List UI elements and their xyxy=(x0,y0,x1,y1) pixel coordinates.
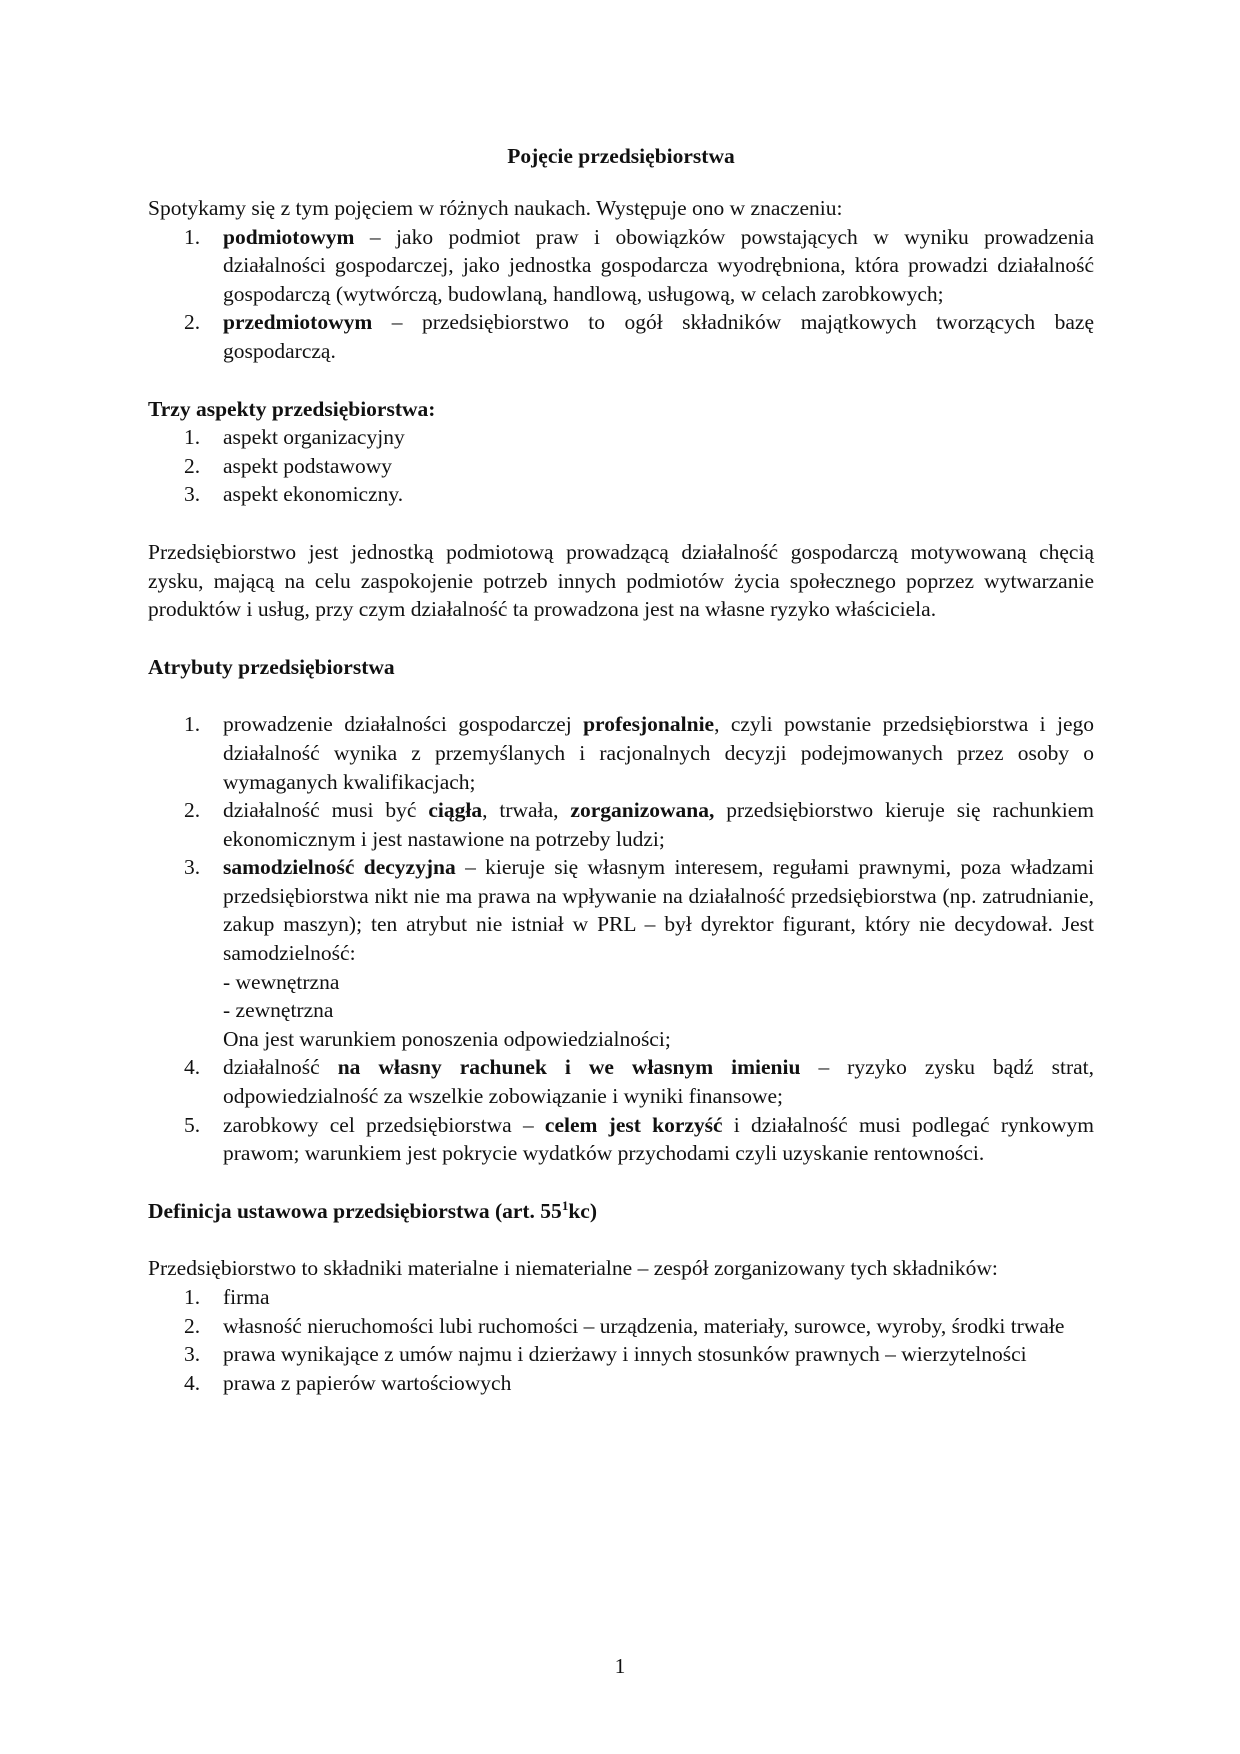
list-text: , czyli powstanie przedsiębiorstwa i jego działalność wynika z przemyślanych i racjonalnych decyzji podejmowanych przez osoby o wymaganych kwalifikacjach; xyxy=(223,712,1095,794)
sub-line: - zewnętrzna xyxy=(223,998,334,1023)
list-text: – jako podmiot praw i obowiązków powstających w wyniku prowadzenia działalności gospodarczej, jako jednostka gospodarcza wyodrębniona, która prowadzi działalność gospodarczą (wytwórczą, budowlaną, handlową, usługową, w celach zarobkowych; xyxy=(223,224,1094,306)
list-text: prowadzenie działalności gospodarczej xyxy=(223,712,584,737)
page-number: 1 xyxy=(614,1654,626,1678)
list-text: firma xyxy=(223,1285,270,1309)
list-item xyxy=(148,853,1094,1053)
list-text: prawa z papierów wartościowych xyxy=(223,1370,512,1395)
intro-paragraph: Spotykamy się z tym pojęciem w różnych naukach. Występuje ono w znaczeniu: xyxy=(148,196,843,220)
list-number: 1. xyxy=(184,425,201,450)
list-text: zarobkowy cel przedsiębiorstwa – xyxy=(223,1112,545,1137)
spacer xyxy=(148,366,1094,395)
spacer xyxy=(148,624,1094,653)
superscript: 1 xyxy=(561,1197,569,1213)
list-number: 3. xyxy=(184,855,201,880)
bold-term: ciągła xyxy=(428,798,483,823)
list-text: przedsiębiorstwo kieruje się rachunkiem ekonomicznym i jest nastawione na potrzeby ludzi; xyxy=(223,798,1094,851)
sub-line: Ona jest warunkiem ponoszenia odpowiedzialności; xyxy=(223,1026,671,1051)
list-text: własność nieruchomości lubi ruchomości – urządzenia, materiały, surowce, wyroby, środki trwałe xyxy=(223,1313,1065,1338)
heading-text: Definicja ustawowa przedsiębiorstwa (art. 55 xyxy=(148,1198,562,1223)
list-number: 3. xyxy=(184,482,201,507)
definition-paragraph: Przedsiębiorstwo jest jednostką podmiotową prowadzącą działalność gospodarczą motywowaną chęcią zysku, mającą na celu zaspokojenie potrzeb innych podmiotów życia społecznego poprzez wytwarzanie produktów i usług, przy czym działalność ta prowadzona jest na własne ryzyko właściciela. xyxy=(148,539,1094,622)
heading-text: kc) xyxy=(568,1198,597,1223)
list-item xyxy=(148,710,1094,796)
list-item xyxy=(148,796,1094,853)
components-list xyxy=(148,1283,1094,1397)
list-text: działalność xyxy=(223,1055,338,1080)
list-item xyxy=(148,1053,1094,1110)
spacer xyxy=(148,1168,1094,1197)
attributes-list xyxy=(148,710,1094,1168)
list-text: – przedsiębiorstwo to ogół składników majątkowych tworzących bazę gospodarczą. xyxy=(223,310,1094,363)
bold-term: podmiotowym xyxy=(223,224,355,249)
list-number: 1. xyxy=(184,1285,201,1309)
bold-term: profesjonalnie xyxy=(583,712,715,737)
list-item xyxy=(148,1283,1094,1312)
list-number: 5. xyxy=(184,1112,201,1137)
list-item xyxy=(148,223,1094,309)
list-item xyxy=(148,308,1094,365)
statutory-intro-paragraph: Przedsiębiorstwo to składniki materialne i niematerialne – zespół zorganizowany tych składników: xyxy=(148,1256,998,1281)
list-item xyxy=(148,1312,1094,1341)
section-heading-aspects: Trzy aspekty przedsiębiorstwa: xyxy=(148,396,436,421)
list-item xyxy=(148,1369,1094,1398)
section-heading-statutory xyxy=(148,1197,1094,1226)
list-text: – ryzyko zysku bądź strat, odpowiedzialność za wszelkie zobowiązanie i wyniki finansowe; xyxy=(223,1055,1094,1109)
list-text: , trwała, xyxy=(482,798,571,823)
list-number: 2. xyxy=(184,1313,201,1338)
aspects-list xyxy=(148,423,1094,509)
list-number: 4. xyxy=(184,1370,201,1395)
spacer xyxy=(148,509,1094,538)
list-number: 3. xyxy=(184,1342,201,1367)
list-item xyxy=(148,480,1094,509)
meanings-list xyxy=(148,223,1094,366)
list-text: działalność musi być xyxy=(223,798,429,823)
list-text: aspekt organizacyjny xyxy=(223,425,405,450)
spacer xyxy=(148,681,1094,710)
bold-term: przedmiotowym xyxy=(223,310,373,335)
list-text: aspekt ekonomiczny. xyxy=(223,482,404,507)
spacer xyxy=(148,1225,1094,1254)
list-text: aspekt podstawowy xyxy=(223,453,392,478)
list-text: – kieruje się własnym interesem, regułami prawnymi, poza władzami przedsiębiorstwa nikt nie ma prawa na wpływanie na działalność przedsiębiorstwa (np. zatrudnianie, zakup maszyn); ten atrybut nie istniał w PRL – był dyrektor figurant, który nie decydował. Jest samodzielność: xyxy=(223,855,1094,966)
list-number: 4. xyxy=(184,1055,201,1080)
list-item xyxy=(148,423,1094,452)
document-title: Pojęcie przedsiębiorstwa xyxy=(507,144,735,168)
list-item xyxy=(148,1111,1094,1168)
list-number: 1. xyxy=(184,224,201,249)
section-heading-attributes: Atrybuty przedsiębiorstwa xyxy=(148,654,395,679)
bold-term: celem jest korzyść xyxy=(544,1112,723,1137)
list-number: 2. xyxy=(184,798,201,823)
list-number: 2. xyxy=(184,310,201,335)
list-text: prawa wynikające z umów najmu i dzierżawy i innych stosunków prawnych – wierzytelności xyxy=(223,1342,1027,1367)
list-text: i działalność musi podlegać rynkowym prawom; warunkiem jest pokrycie wydatków przychodami czyli uzyskanie rentowności. xyxy=(223,1112,1094,1166)
bold-term: samodzielność decyzyjna xyxy=(223,855,456,880)
list-item xyxy=(148,1340,1094,1369)
bold-term: zorganizowana, xyxy=(570,798,715,823)
sub-line: - wewnętrzna xyxy=(223,969,340,994)
document-page xyxy=(148,142,1094,1397)
list-number: 2. xyxy=(184,453,201,478)
list-item xyxy=(148,452,1094,481)
list-number: 1. xyxy=(184,712,201,737)
bold-term: na własny rachunek i we własnym imieniu xyxy=(337,1055,801,1080)
